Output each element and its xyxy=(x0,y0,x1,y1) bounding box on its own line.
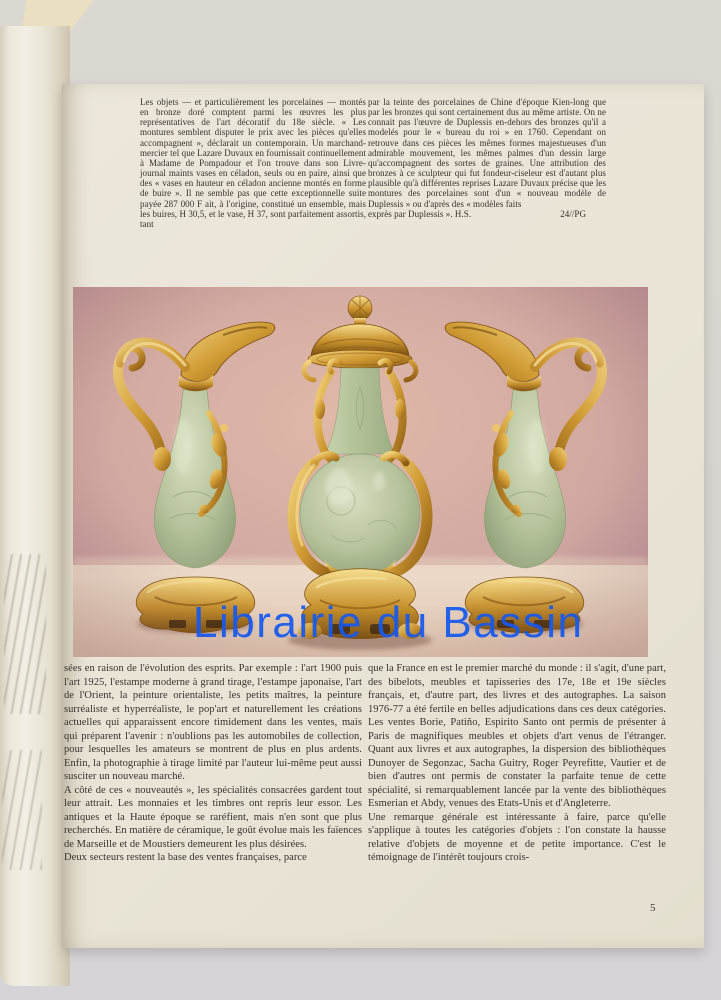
paragraph: par la teinte des porcelaines de Chine d'époque Kien-long que par les bronzes qui sont certainement dus au même artiste. On ne connait pas l'œuvre de Duplessis en-dehors des bronzes qu'il a modelés pour le « bureau du roi » en 1760. Cependant on retrouve dans ces pièces les mêmes formes majestueuses d'un admirable mouvement, les mêmes palmes d'un dessin large qu'accompagnent des sortes de graines. Une attribution des bronzes à ce sculpteur qui fut fondeur-ciseleur est d'autant plus plausible qu'à différentes reprises Lazare Duvaux précise que les montures des porcelaines sont d'un « nouveau modèle de Duplessis » ou d'après des « modèles faits xyxy=(368,97,606,209)
photo-reference: 24//PG xyxy=(560,208,586,219)
page-number: 5 xyxy=(650,902,656,914)
paragraph: A côté de ces « nouveautés », les spécialités consacrées gardent tout leur attrait. Les monnaies et les timbres ont repris leur essor. Les antiques et la Haute époque se raréfient, mais n'en sont que plus recherchés. En matière de céramique, le goût évolue mais les faïences de Marseille et de Moustiers demeurent les plus désirées. xyxy=(64,784,362,850)
bottom-right-column xyxy=(368,662,666,865)
gutter-text-fragments xyxy=(4,554,46,714)
paragraph: Une remarque générale est intéressante à faire, parce qu'elle s'applique à toutes les catégories d'objets : l'on constate la hausse relative d'objets de moyenne et de petite importance. C'est le témoignage de l'intérêt toujours crois- xyxy=(368,811,666,863)
paragraph: que la France en est le premier marché du monde : il s'agit, d'une part, des bibelots, meubles et tapisseries des 17e, 18e et 19e siècles français, et, d'autre part, des livres et des autographes. La saison 1976-77 a été fertile en belles adjudications dans ces deux catégories. Les ventes Borie, Patiño, Espirito Santo ont permis de présenter à Paris de magnifiques meubles et objets d'art venus de l'étranger. Quant aux livres et aux autographes, la dispersion des bibliothèques Dunoyer de Segonzac, Sacha Guitry, Roger Peyrefitte, Vautier et de bien d'autres ont permis de constater la parfaite tenue de cette spécialité, si remarquablement lancée par la vente des bibliothèques Esmerian et Abdy, venues des Etats-Unis et d'Angleterre. xyxy=(368,663,666,809)
paragraph: sées en raison de l'évolution des esprits. Par exemple : l'art 1900 puis l'art 1925, l'estampe moderne à grand tirage, l'estampe japonaise, l'art de l'Orient, la peinture orientaliste, les petits maîtres, la peinture surréaliste et hyperréaliste, le pop'art et naturellement les créations actuelles qui apparaissent encore timidement dans les ventes, mais qui préparent l'avenir : n'oublions pas les automobiles de collection, pour lesquelles les amateurs se montrent de plus en plus ardents. Enfin, la photographie à tirage limité par l'auteur lui-même peut aussi susciter un nouveau marché. xyxy=(64,663,362,782)
book-page xyxy=(62,84,704,948)
bottom-left-column xyxy=(64,662,362,865)
top-right-column xyxy=(368,97,606,219)
top-left-column xyxy=(140,97,366,229)
author-initials: exprès par Duplessis ». H.S. xyxy=(368,208,472,219)
paragraph: Les objets — et particulièrement les porcelaines — montés en bronze doré comptent parmi les œuvres les plus représentatives de l'art décoratif du 18e siècle. « Les montures semblent disputer le prix avec les pièces qu'elles accompagnent », déclarait un contemporain. Un marchand-mercier tel que Lazare Duvaux en fournissait continuellement à Madame de Pompadour et l'on trouve dans son Livre-journal maints vases en céladon, seuls ou en paire, ainsi que des « vases en hauteur en céladon ancienne montés en forme de buire ». Il ne semble pas que cette exceptionnelle suite payée 287 000 F ait, à l'origine, constitué un ensemble, mais les buires, H 30,5, et le vase, H 37, sont parfaitement assortis, tant xyxy=(140,97,366,229)
book-left-pages-edge xyxy=(0,26,70,986)
gutter-text-fragments xyxy=(2,750,42,870)
paragraph: Deux secteurs restent la base des ventes françaises, parce xyxy=(64,852,307,863)
signature-line xyxy=(368,209,606,219)
watermark: Librairie du Bassin xyxy=(193,598,584,647)
